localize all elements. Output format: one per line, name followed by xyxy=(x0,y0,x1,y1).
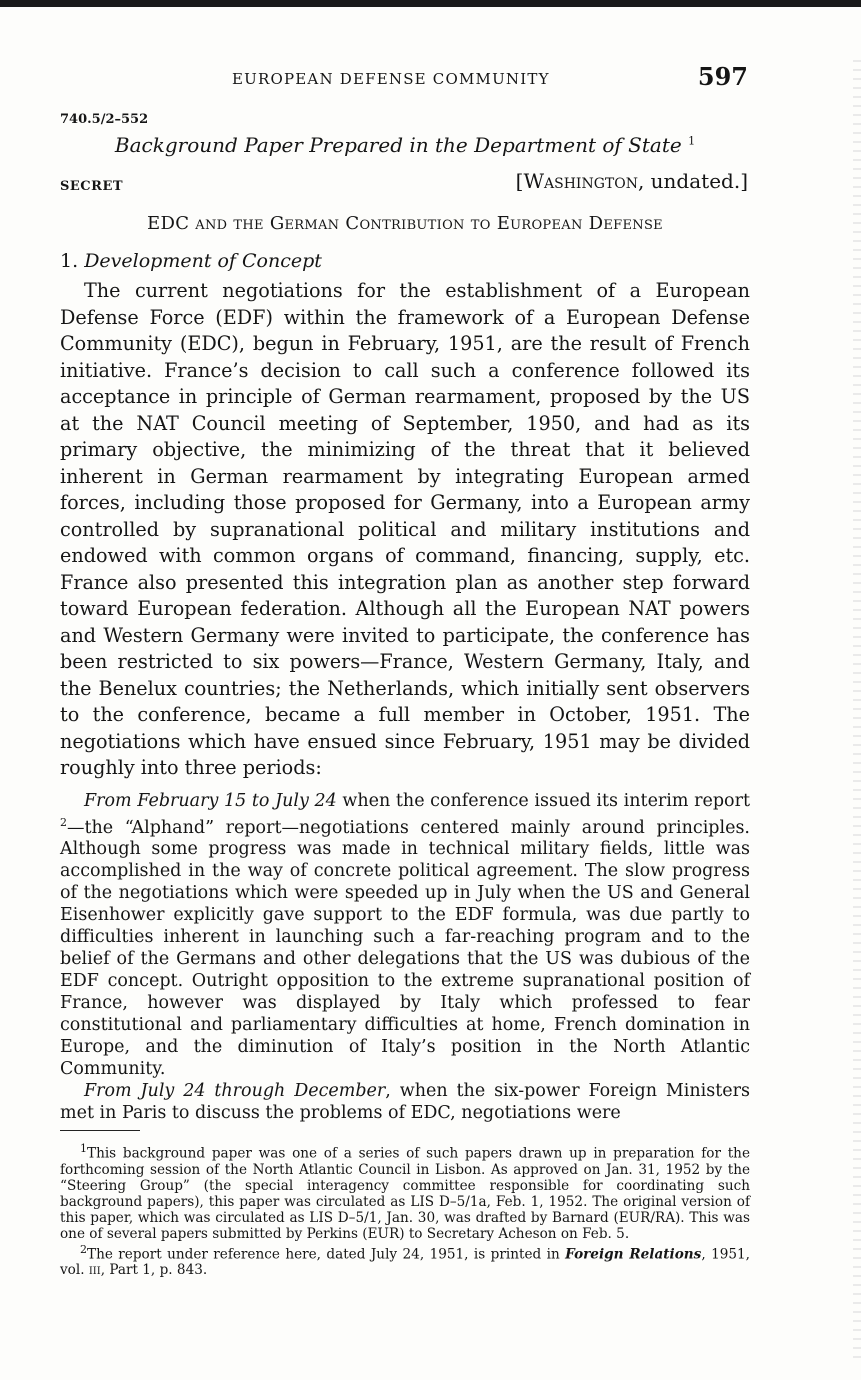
section-number: 1. xyxy=(60,250,79,272)
place-open-bracket: [ xyxy=(515,169,524,193)
paragraph-1: The current negotiations for the establishment of a European Defense Force (EDF) within the framework of a European Defense Community (EDC), begun in February, 1951, are the result of French initiative. France’s decision to call such a conference followed its acceptance in principle of German rearmament, proposed by the US at the NAT Council meeting of September, 1950, and had as its primary objective, the minimizing of the threat that it believed inherent in German rearmament by integrating European armed forces, including those proposed for Germany, into a European army controlled by supranational political and military institutions and endowed with common organs of command, financing, supply, etc. France also presented this integration plan as another step forward toward European federation. Although all the European NAT powers and Western Germany were invited to participate, the conference has been restricted to six powers—France, Western Germany, Italy, and the Benelux countries; the Netherlands, which initially sent observers to the conference, became a full member in October, 1951. The negotiations which have ensued since February, 1951 may be divided roughly into three periods: xyxy=(60,279,750,779)
footnote-2-after: , 1951, vol. xyxy=(60,1246,750,1279)
footnote-2-italic: Foreign Relations xyxy=(565,1246,702,1263)
document-page xyxy=(60,58,750,1278)
section-title: Development of Concept xyxy=(84,250,322,272)
paragraph-2-lead: From February 15 to July 24 xyxy=(84,790,337,811)
footnote-ref-1: 1 xyxy=(688,134,696,148)
file-number: 740.5/2–552 xyxy=(60,112,149,127)
page-number: 597 xyxy=(697,62,748,91)
subtitle-text: Background Paper Prepared in the Department of State xyxy=(114,133,682,157)
place-city: Washington xyxy=(523,169,638,193)
footnote-2 xyxy=(60,1242,750,1279)
footnote-2-vol: iii xyxy=(88,1262,101,1279)
paragraph-2 xyxy=(60,790,750,1081)
paragraph-2-text: —the “Alphand” report—negotiations centered mainly around principles. Although some progress was made in technical military fields, little was accomplished in the way of concrete political agreement. The slow progress of the negotiations which were speeded up in July when the US and General Eisenhower explicitly gave support to the EDF formula, was due partly to difficulties inherent in launching such a far-reaching program and to the belief of the Germans and other delegations that the US was dubious of the EDF concept. Outright opposition to the extreme supranational position of France, however was displayed by Italy which professed to fear constitutional and parliamentary difficulties at home, French domination in Europe, and the diminution of Italy’s position in the North Atlantic Community. xyxy=(60,817,750,1080)
scan-top-border xyxy=(0,0,861,7)
footnote-2-text: The report under reference here, dated July 24, 1951, is printed in xyxy=(87,1246,566,1263)
footnote-2-mark: 2 xyxy=(80,1242,87,1256)
document-title: EDC and the German Contribution to European Defense xyxy=(147,213,663,234)
scan-margin xyxy=(853,60,861,1360)
document-subtitle xyxy=(60,133,750,157)
page-header xyxy=(60,58,750,98)
paragraph-3-lead: From July 24 through December xyxy=(84,1081,386,1102)
running-title: EUROPEAN DEFENSE COMMUNITY xyxy=(232,70,550,88)
footnote-2-tail: , Part 1, p. 843. xyxy=(100,1262,208,1279)
footnote-1 xyxy=(60,1141,750,1242)
footnote-separator xyxy=(60,1130,140,1131)
place-date xyxy=(516,169,748,193)
classification-line xyxy=(60,169,750,201)
place-rest: , undated.] xyxy=(637,169,748,193)
classification-label: SECRET xyxy=(60,179,124,194)
paragraph-3 xyxy=(60,1080,750,1124)
paragraph-2-pre: when the conference issued its interim report xyxy=(336,790,750,811)
footnote-ref-2: 2 xyxy=(60,815,67,829)
paragraph-3-text: , when the six-power Foreign Ministers met in Paris to discuss the problems of EDC, negotiations were xyxy=(60,1081,750,1124)
footnote-1-mark: 1 xyxy=(80,1142,87,1156)
section-heading xyxy=(60,250,750,272)
footnote-1-text: This background paper was one of a series of such papers drawn up in preparation for the forthcoming session of the North Atlantic Council in Lisbon. As approved on Jan. 31, 1952 by the “Steering Group” (the special interagency committee responsible for coordinating such background papers), this paper was circulated as LIS D–5/1a, Feb. 1, 1952. The original version of this paper, which was circulated as LIS D–5/1, Jan. 30, was drafted by Barnard (EUR/RA). This was one of several papers submitted by Perkins (EUR) to Secretary Acheson on Feb. 5. xyxy=(60,1145,750,1242)
